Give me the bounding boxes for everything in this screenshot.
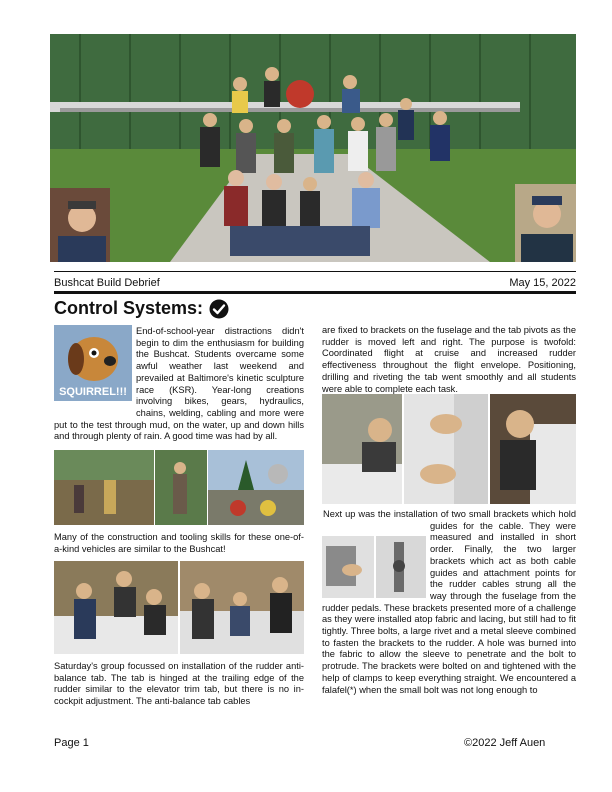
check-circle-icon <box>209 299 229 319</box>
riveting-photo-2 <box>404 394 488 504</box>
header-bottom-rule <box>54 291 576 294</box>
paragraph-skills-text: Many of the construction and tooling skills for these one-of-a-kind vehicles are similar to the Bushcat! <box>54 532 304 554</box>
bracket-photo-1 <box>322 536 374 598</box>
workshop-photo-2 <box>180 561 304 654</box>
doc-date: May 15, 2022 <box>509 277 576 289</box>
ksr-photo-2 <box>155 450 207 525</box>
riveting-photo-1 <box>322 394 402 504</box>
ksr-photo-1 <box>54 450 154 525</box>
group-photo <box>50 34 576 262</box>
paragraph-skills <box>54 532 304 555</box>
section-title <box>54 298 229 319</box>
ksr-photo-3 <box>208 450 304 525</box>
paragraph-brackets-text: Next up was the installation of two small brackets which hold guides for the cable. They were measured and installed in short order. Finally, the two larger brackets which act as both cable guides and attachment points for the rudder cables strung all the way through the fuselage from the rudder pedals. These brackets presented more of a challenge as they were installed atop fabric and lacing, but still had to fit tightly. Three bolts, a large rivet and a metal sleeve combined to fasten the brackets to the rudder. A hole was burned into the fabric to allow the sleeve to penetrate and the bolt to protrude. The brackets were bolted on and tightened with the help of clamps to keep everything straight. We encountered a falafel(*) when the small bolt was not long enough to <box>322 509 576 695</box>
header-bar <box>54 274 576 292</box>
paragraph-tab-purpose-text: are fixed to brackets on the fuselage and the tab pivots as the rudder is moved left and right. The purpose is twofold: Coordinated flight at cruise and increased rudder effectiveness throughout the flight envelope. Positioning, drilling and riveting the tab went smoothly and all students were able to complete each task. <box>322 325 576 394</box>
workshop-photo-1 <box>54 561 178 654</box>
section-title-text: Control Systems: <box>54 298 204 318</box>
page-number: Page 1 <box>54 737 89 749</box>
inset-photo-right <box>515 184 576 262</box>
paragraph-tab-purpose <box>322 325 576 395</box>
wrap-spacer <box>322 509 323 532</box>
wrap-spacer <box>54 326 136 408</box>
copyright: ©2022 Jeff Auen <box>464 737 546 749</box>
paragraph-saturday <box>54 661 304 708</box>
squirrel-caption: SQUIRREL!!! <box>59 386 127 398</box>
paragraph-ksr-text: End-of-school-year distractions didn't begin to dim the enthusiasm for building the Bushcat. Students overcame some awful weather last weekend and prevailed at Baltimore's kinetic sculpture race (KSR). Year-long creations involving bikes, gears, hydraulics, chains, welding, cabling and more were put to the test through mud, on the water, up and down hills and through plenty of rain. A good time was had by all. <box>54 326 304 442</box>
bracket-photo-2 <box>376 536 426 598</box>
header-top-rule <box>54 271 576 272</box>
riveting-photo-3 <box>490 394 576 504</box>
paragraph-saturday-text: Saturday's group focussed on installation of the rudder anti-balance tab. The tab is hinged at the trailing edge of the rudder similar to the elevator trim tab, but there is no in-cockpit adjustment. The anti-balance tab cables <box>54 661 304 707</box>
doc-title: Bushcat Build Debrief <box>54 277 160 289</box>
paragraph-ksr <box>54 326 304 443</box>
inset-photo-left <box>50 188 110 262</box>
